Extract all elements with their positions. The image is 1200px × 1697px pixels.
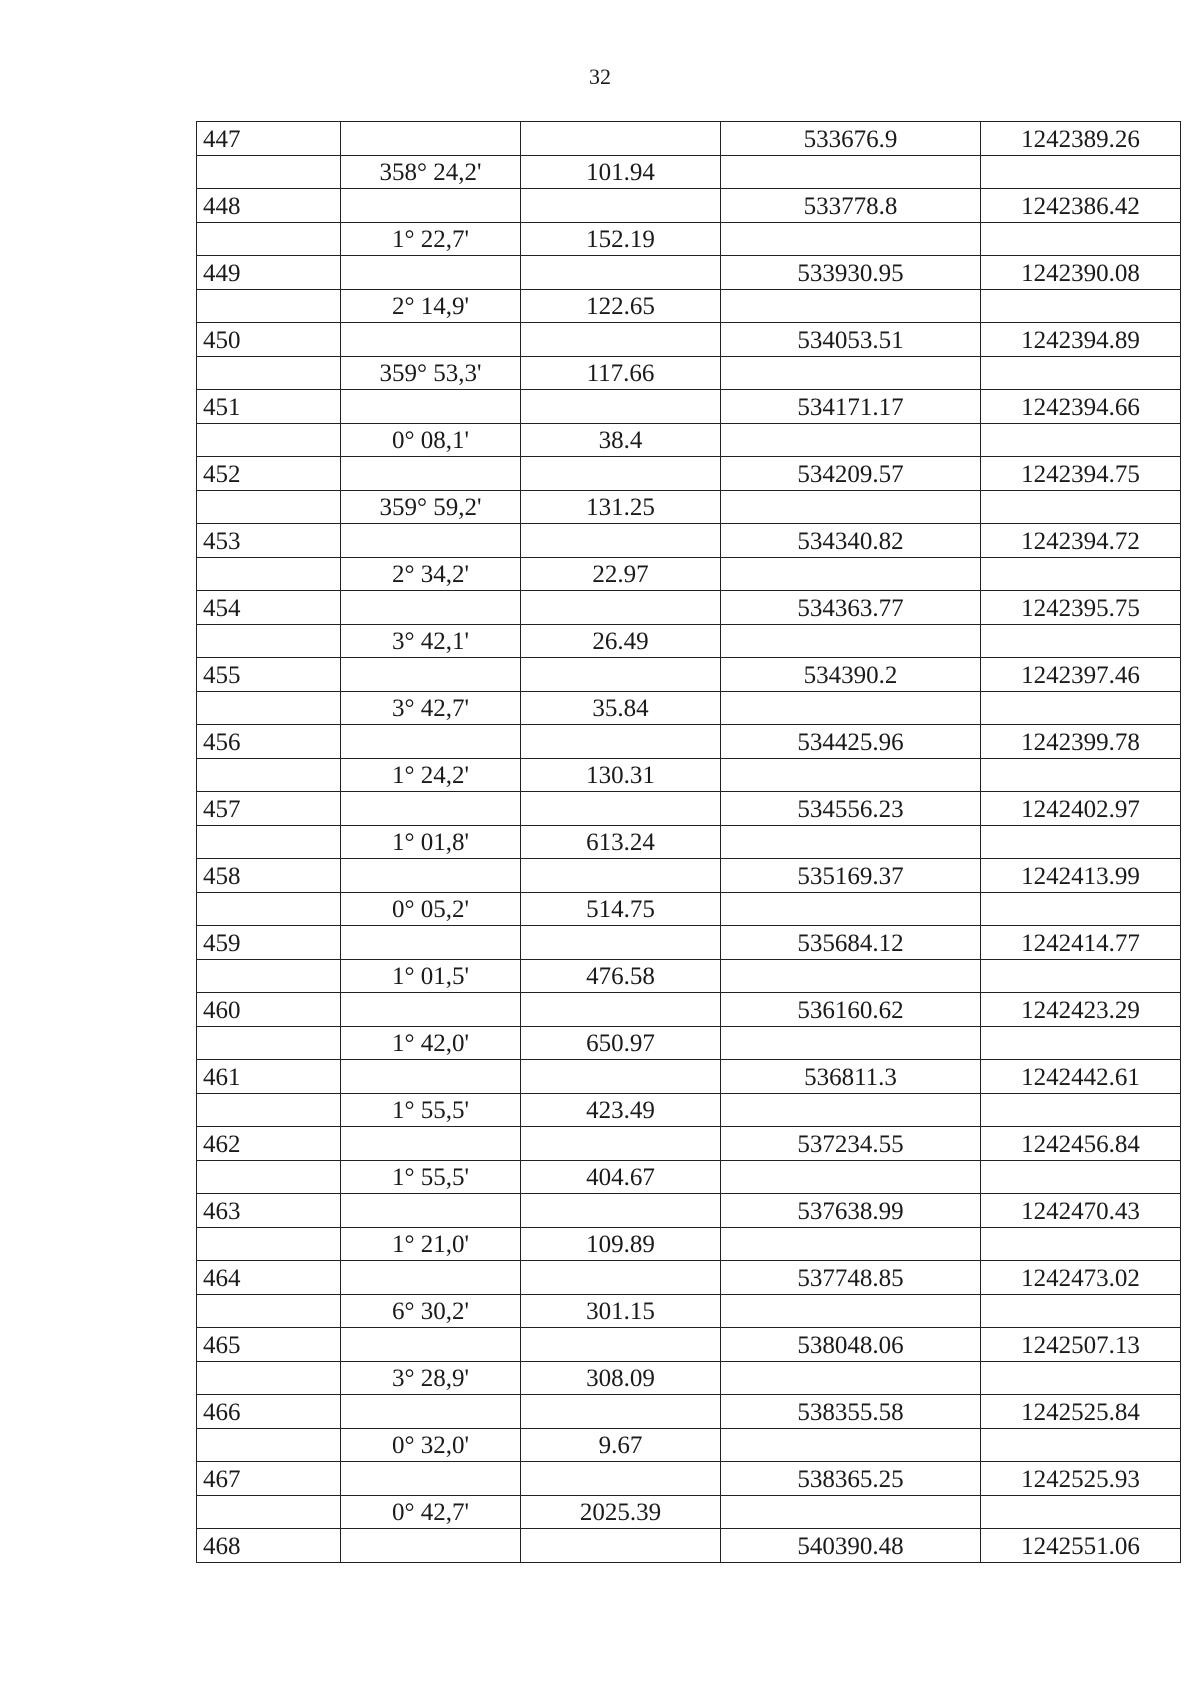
- coordinate-x-cell: 534363.77: [721, 591, 981, 625]
- coordinate-y-cell: [981, 959, 1181, 993]
- distance-cell: [521, 1060, 721, 1094]
- point-number-cell: 457: [197, 792, 341, 826]
- table-row: [197, 825, 1181, 859]
- table-row: [197, 1194, 1181, 1228]
- direction-angle-cell: [341, 1395, 521, 1429]
- direction-angle-cell: [341, 1194, 521, 1228]
- distance-cell: 26.49: [521, 624, 721, 658]
- coordinate-y-cell: [981, 423, 1181, 457]
- distance-cell: 404.67: [521, 1160, 721, 1194]
- point-number-cell: 454: [197, 591, 341, 625]
- table-row: [197, 122, 1181, 156]
- point-number-cell: [197, 1294, 341, 1328]
- direction-angle-cell: [341, 725, 521, 759]
- coordinate-y-cell: [981, 691, 1181, 725]
- coordinate-y-cell: 1242394.89: [981, 323, 1181, 357]
- coordinate-x-cell: 534390.2: [721, 658, 981, 692]
- point-number-cell: 467: [197, 1462, 341, 1496]
- distance-cell: 613.24: [521, 825, 721, 859]
- distance-cell: 514.75: [521, 892, 721, 926]
- coordinate-x-cell: 534209.57: [721, 457, 981, 491]
- distance-cell: 2025.39: [521, 1495, 721, 1529]
- coordinate-x-cell: 533930.95: [721, 256, 981, 290]
- coordinate-x-cell: 535684.12: [721, 926, 981, 960]
- coordinate-y-cell: 1242525.93: [981, 1462, 1181, 1496]
- distance-cell: 308.09: [521, 1361, 721, 1395]
- distance-cell: 9.67: [521, 1428, 721, 1462]
- distance-cell: [521, 658, 721, 692]
- coordinate-y-cell: [981, 1160, 1181, 1194]
- coordinates-table-body: [197, 122, 1181, 1563]
- direction-angle-cell: [341, 323, 521, 357]
- coordinate-y-cell: 1242414.77: [981, 926, 1181, 960]
- table-row: [197, 1294, 1181, 1328]
- coordinate-y-cell: 1242525.84: [981, 1395, 1181, 1429]
- point-number-cell: [197, 825, 341, 859]
- coordinate-y-cell: [981, 557, 1181, 591]
- direction-angle-cell: [341, 792, 521, 826]
- distance-cell: [521, 1462, 721, 1496]
- distance-cell: 22.97: [521, 557, 721, 591]
- point-number-cell: [197, 959, 341, 993]
- table-row: [197, 289, 1181, 323]
- table-row: [197, 892, 1181, 926]
- coordinate-x-cell: 540390.48: [721, 1529, 981, 1563]
- table-row: [197, 423, 1181, 457]
- direction-angle-cell: 1° 55,5': [341, 1093, 521, 1127]
- direction-angle-cell: [341, 926, 521, 960]
- coordinate-x-cell: [721, 222, 981, 256]
- point-number-cell: [197, 1495, 341, 1529]
- coordinate-x-cell: [721, 758, 981, 792]
- distance-cell: [521, 390, 721, 424]
- coordinate-x-cell: [721, 289, 981, 323]
- point-number-cell: 448: [197, 189, 341, 223]
- point-number-cell: [197, 490, 341, 524]
- distance-cell: [521, 993, 721, 1027]
- coordinate-y-cell: [981, 1495, 1181, 1529]
- point-number-cell: 449: [197, 256, 341, 290]
- distance-cell: [521, 725, 721, 759]
- point-number-cell: 453: [197, 524, 341, 558]
- coordinate-y-cell: 1242394.75: [981, 457, 1181, 491]
- table-row: [197, 1127, 1181, 1161]
- table-row: [197, 591, 1181, 625]
- point-number-cell: 464: [197, 1261, 341, 1295]
- distance-cell: 423.49: [521, 1093, 721, 1127]
- point-number-cell: 452: [197, 457, 341, 491]
- coordinate-x-cell: [721, 1495, 981, 1529]
- coordinate-x-cell: [721, 1093, 981, 1127]
- coordinate-y-cell: 1242442.61: [981, 1060, 1181, 1094]
- distance-cell: [521, 926, 721, 960]
- coordinate-y-cell: 1242470.43: [981, 1194, 1181, 1228]
- coordinate-x-cell: [721, 959, 981, 993]
- direction-angle-cell: 2° 14,9': [341, 289, 521, 323]
- coordinate-x-cell: [721, 1361, 981, 1395]
- distance-cell: [521, 457, 721, 491]
- direction-angle-cell: 359° 53,3': [341, 356, 521, 390]
- direction-angle-cell: [341, 189, 521, 223]
- distance-cell: 476.58: [521, 959, 721, 993]
- coordinate-y-cell: 1242413.99: [981, 859, 1181, 893]
- coordinate-x-cell: [721, 1428, 981, 1462]
- direction-angle-cell: 2° 34,2': [341, 557, 521, 591]
- direction-angle-cell: 358° 24,2': [341, 155, 521, 189]
- coordinate-x-cell: 534425.96: [721, 725, 981, 759]
- distance-cell: [521, 524, 721, 558]
- distance-cell: [521, 1328, 721, 1362]
- coordinate-y-cell: [981, 1428, 1181, 1462]
- point-number-cell: [197, 222, 341, 256]
- coordinate-x-cell: [721, 490, 981, 524]
- table-row: [197, 155, 1181, 189]
- direction-angle-cell: [341, 1462, 521, 1496]
- table-row: [197, 1261, 1181, 1295]
- coordinate-x-cell: 533778.8: [721, 189, 981, 223]
- direction-angle-cell: 3° 28,9': [341, 1361, 521, 1395]
- point-number-cell: 461: [197, 1060, 341, 1094]
- coordinate-y-cell: [981, 758, 1181, 792]
- coordinate-x-cell: 538365.25: [721, 1462, 981, 1496]
- coordinate-y-cell: 1242551.06: [981, 1529, 1181, 1563]
- coordinate-y-cell: 1242395.75: [981, 591, 1181, 625]
- direction-angle-cell: 3° 42,1': [341, 624, 521, 658]
- direction-angle-cell: [341, 1529, 521, 1563]
- table-row: [197, 725, 1181, 759]
- coordinate-x-cell: [721, 423, 981, 457]
- direction-angle-cell: 0° 05,2': [341, 892, 521, 926]
- distance-cell: [521, 1395, 721, 1429]
- table-row: [197, 758, 1181, 792]
- coordinate-x-cell: [721, 624, 981, 658]
- coordinate-x-cell: [721, 1294, 981, 1328]
- direction-angle-cell: [341, 1060, 521, 1094]
- distance-cell: [521, 256, 721, 290]
- point-number-cell: 465: [197, 1328, 341, 1362]
- table-row: [197, 524, 1181, 558]
- coordinate-x-cell: [721, 691, 981, 725]
- table-row: [197, 390, 1181, 424]
- table-row: [197, 1060, 1181, 1094]
- direction-angle-cell: 0° 42,7': [341, 1495, 521, 1529]
- coordinate-x-cell: 534340.82: [721, 524, 981, 558]
- point-number-cell: [197, 758, 341, 792]
- table-row: [197, 658, 1181, 692]
- coordinate-x-cell: 536160.62: [721, 993, 981, 1027]
- coordinate-y-cell: [981, 892, 1181, 926]
- point-number-cell: 463: [197, 1194, 341, 1228]
- point-number-cell: [197, 1361, 341, 1395]
- table-row: [197, 993, 1181, 1027]
- point-number-cell: [197, 155, 341, 189]
- table-row: [197, 1495, 1181, 1529]
- coordinate-y-cell: [981, 1093, 1181, 1127]
- coordinate-y-cell: 1242386.42: [981, 189, 1181, 223]
- table-row: [197, 926, 1181, 960]
- distance-cell: [521, 122, 721, 156]
- direction-angle-cell: [341, 993, 521, 1027]
- coordinate-x-cell: [721, 557, 981, 591]
- table-row: [197, 356, 1181, 390]
- direction-angle-cell: [341, 457, 521, 491]
- direction-angle-cell: 6° 30,2': [341, 1294, 521, 1328]
- table-row: [197, 1395, 1181, 1429]
- coordinate-y-cell: [981, 1227, 1181, 1261]
- direction-angle-cell: 359° 59,2': [341, 490, 521, 524]
- point-number-cell: 456: [197, 725, 341, 759]
- table-row: [197, 1026, 1181, 1060]
- point-number-cell: [197, 691, 341, 725]
- coordinate-y-cell: [981, 825, 1181, 859]
- coordinate-x-cell: 534556.23: [721, 792, 981, 826]
- direction-angle-cell: [341, 524, 521, 558]
- direction-angle-cell: 3° 42,7': [341, 691, 521, 725]
- direction-angle-cell: [341, 256, 521, 290]
- coordinate-y-cell: 1242397.46: [981, 658, 1181, 692]
- coordinate-y-cell: [981, 1361, 1181, 1395]
- coordinate-x-cell: 534171.17: [721, 390, 981, 424]
- point-number-cell: 462: [197, 1127, 341, 1161]
- distance-cell: [521, 189, 721, 223]
- coordinate-y-cell: [981, 1294, 1181, 1328]
- distance-cell: 152.19: [521, 222, 721, 256]
- coordinate-y-cell: 1242394.72: [981, 524, 1181, 558]
- coordinate-x-cell: [721, 1026, 981, 1060]
- coordinates-table: [196, 121, 1181, 1563]
- coordinate-y-cell: 1242394.66: [981, 390, 1181, 424]
- distance-cell: 650.97: [521, 1026, 721, 1060]
- distance-cell: 38.4: [521, 423, 721, 457]
- point-number-cell: 459: [197, 926, 341, 960]
- direction-angle-cell: [341, 390, 521, 424]
- coordinate-y-cell: 1242507.13: [981, 1328, 1181, 1362]
- point-number-cell: [197, 1428, 341, 1462]
- direction-angle-cell: 1° 22,7': [341, 222, 521, 256]
- coordinate-y-cell: [981, 289, 1181, 323]
- point-number-cell: 468: [197, 1529, 341, 1563]
- point-number-cell: [197, 892, 341, 926]
- table-row: [197, 189, 1181, 223]
- direction-angle-cell: [341, 1261, 521, 1295]
- coordinate-y-cell: 1242399.78: [981, 725, 1181, 759]
- point-number-cell: 451: [197, 390, 341, 424]
- table-row: [197, 256, 1181, 290]
- direction-angle-cell: 1° 01,8': [341, 825, 521, 859]
- table-row: [197, 1093, 1181, 1127]
- direction-angle-cell: 0° 32,0': [341, 1428, 521, 1462]
- coordinate-x-cell: 537748.85: [721, 1261, 981, 1295]
- distance-cell: 109.89: [521, 1227, 721, 1261]
- point-number-cell: 466: [197, 1395, 341, 1429]
- table-row: [197, 457, 1181, 491]
- coordinate-y-cell: [981, 490, 1181, 524]
- point-number-cell: [197, 1160, 341, 1194]
- direction-angle-cell: 1° 55,5': [341, 1160, 521, 1194]
- table-row: [197, 792, 1181, 826]
- point-number-cell: [197, 557, 341, 591]
- point-number-cell: 460: [197, 993, 341, 1027]
- table-row: [197, 624, 1181, 658]
- coordinate-x-cell: 537638.99: [721, 1194, 981, 1228]
- coordinate-x-cell: [721, 356, 981, 390]
- direction-angle-cell: 0° 08,1': [341, 423, 521, 457]
- distance-cell: 117.66: [521, 356, 721, 390]
- distance-cell: [521, 1127, 721, 1161]
- point-number-cell: 450: [197, 323, 341, 357]
- point-number-cell: [197, 423, 341, 457]
- coordinate-x-cell: 534053.51: [721, 323, 981, 357]
- distance-cell: 130.31: [521, 758, 721, 792]
- coordinate-x-cell: [721, 825, 981, 859]
- coordinate-y-cell: 1242389.26: [981, 122, 1181, 156]
- point-number-cell: [197, 356, 341, 390]
- distance-cell: [521, 591, 721, 625]
- direction-angle-cell: [341, 859, 521, 893]
- direction-angle-cell: [341, 591, 521, 625]
- direction-angle-cell: 1° 42,0': [341, 1026, 521, 1060]
- table-row: [197, 1462, 1181, 1496]
- coordinate-x-cell: 536811.3: [721, 1060, 981, 1094]
- distance-cell: 101.94: [521, 155, 721, 189]
- coordinate-x-cell: 538355.58: [721, 1395, 981, 1429]
- distance-cell: [521, 1261, 721, 1295]
- table-row: [197, 557, 1181, 591]
- point-number-cell: [197, 1026, 341, 1060]
- coordinate-x-cell: 537234.55: [721, 1127, 981, 1161]
- direction-angle-cell: 1° 01,5': [341, 959, 521, 993]
- coordinate-y-cell: 1242402.97: [981, 792, 1181, 826]
- table-row: [197, 222, 1181, 256]
- distance-cell: [521, 859, 721, 893]
- point-number-cell: [197, 624, 341, 658]
- table-row: [197, 859, 1181, 893]
- direction-angle-cell: [341, 1127, 521, 1161]
- coordinate-y-cell: [981, 222, 1181, 256]
- table-row: [197, 959, 1181, 993]
- point-number-cell: 455: [197, 658, 341, 692]
- point-number-cell: [197, 1093, 341, 1127]
- coordinate-y-cell: 1242456.84: [981, 1127, 1181, 1161]
- table-row: [197, 1328, 1181, 1362]
- coordinate-x-cell: [721, 1160, 981, 1194]
- direction-angle-cell: [341, 122, 521, 156]
- table-row: [197, 1428, 1181, 1462]
- distance-cell: [521, 1194, 721, 1228]
- distance-cell: [521, 792, 721, 826]
- coordinate-y-cell: [981, 1026, 1181, 1060]
- coordinate-x-cell: [721, 155, 981, 189]
- table-row: [197, 1227, 1181, 1261]
- direction-angle-cell: 1° 21,0': [341, 1227, 521, 1261]
- distance-cell: 35.84: [521, 691, 721, 725]
- distance-cell: [521, 323, 721, 357]
- distance-cell: 131.25: [521, 490, 721, 524]
- page-number: 32: [589, 64, 611, 89]
- point-number-cell: 458: [197, 859, 341, 893]
- table-row: [197, 691, 1181, 725]
- distance-cell: 122.65: [521, 289, 721, 323]
- coordinate-y-cell: [981, 155, 1181, 189]
- table-row: [197, 323, 1181, 357]
- point-number-cell: [197, 289, 341, 323]
- table-row: [197, 490, 1181, 524]
- coordinate-x-cell: 538048.06: [721, 1328, 981, 1362]
- coordinate-y-cell: 1242473.02: [981, 1261, 1181, 1295]
- table-row: [197, 1160, 1181, 1194]
- direction-angle-cell: 1° 24,2': [341, 758, 521, 792]
- distance-cell: [521, 1529, 721, 1563]
- point-number-cell: [197, 1227, 341, 1261]
- coordinate-y-cell: 1242390.08: [981, 256, 1181, 290]
- coordinate-y-cell: 1242423.29: [981, 993, 1181, 1027]
- table-row: [197, 1361, 1181, 1395]
- coordinate-x-cell: 533676.9: [721, 122, 981, 156]
- coordinate-x-cell: 535169.37: [721, 859, 981, 893]
- coordinate-y-cell: [981, 356, 1181, 390]
- distance-cell: 301.15: [521, 1294, 721, 1328]
- point-number-cell: 447: [197, 122, 341, 156]
- direction-angle-cell: [341, 658, 521, 692]
- coordinate-x-cell: [721, 1227, 981, 1261]
- table-row: [197, 1529, 1181, 1563]
- direction-angle-cell: [341, 1328, 521, 1362]
- coordinate-y-cell: [981, 624, 1181, 658]
- coordinate-x-cell: [721, 892, 981, 926]
